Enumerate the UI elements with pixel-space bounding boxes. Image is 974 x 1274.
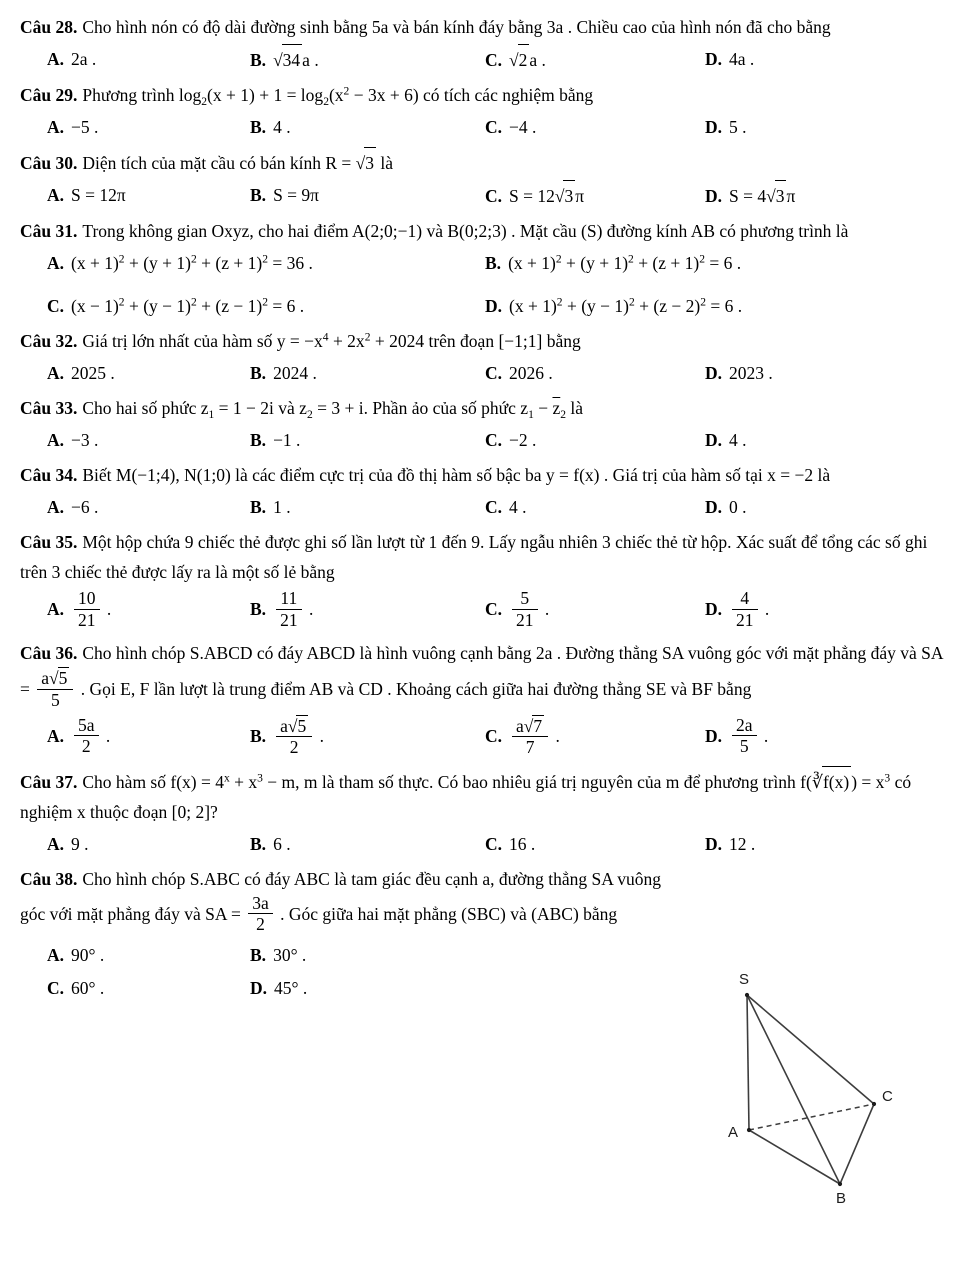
answer-option — [250, 589, 485, 633]
question-block — [20, 460, 956, 522]
answer-text: −6 . — [71, 497, 99, 517]
question-body: Trong không gian Oxyz, cho hai điểm A(2;0;−1) và B(0;2;3) . Mặt cầu (S) đường kính AB có phương trình là — [82, 221, 849, 241]
answer-text: $\frac{a√7}{7}$ . — [509, 726, 560, 746]
edge-SC — [747, 995, 874, 1104]
answer-key: D. — [705, 430, 723, 450]
question-text — [20, 147, 956, 178]
answer-option — [47, 248, 485, 278]
answer-row — [20, 589, 956, 633]
question-text — [20, 80, 956, 110]
question-block — [20, 147, 956, 211]
question-text — [20, 864, 690, 938]
answer-key: A. — [47, 725, 65, 746]
question-block — [20, 527, 956, 633]
answer-text: √2 a . — [509, 50, 546, 70]
answer-key: A. — [47, 253, 65, 273]
answer-option — [47, 44, 250, 75]
answer-text: $\frac{11}{21}$ . — [273, 599, 313, 619]
answer-key: C. — [485, 50, 503, 70]
question-body: Cho hai số phức $z_1 = 1 - 2i$ và $z_2 = 3 + i$. Phần ảo của số phức $z_1 - \overline{z}_2$ là — [82, 398, 584, 422]
question-block — [20, 766, 956, 859]
answer-text: 12 . — [729, 833, 756, 854]
question-text — [20, 216, 956, 246]
answer-option — [705, 716, 956, 761]
answer-option — [705, 492, 956, 522]
answer-option — [485, 716, 705, 761]
answer-text: −1 . — [273, 430, 301, 450]
answer-key: C. — [485, 599, 503, 620]
answer-option — [250, 425, 485, 455]
answer-row — [20, 425, 956, 455]
answer-text: S = 12√3 π — [509, 186, 584, 206]
answer-option — [47, 973, 250, 1003]
answer-option — [705, 44, 956, 75]
answer-option — [705, 112, 956, 142]
answer-text: 2025 . — [71, 363, 115, 383]
answer-key: C. — [485, 117, 503, 137]
question-body: Cho hàm số $f(x) = 4^x + x^3 - m$, m là tham số thực. Có bao nhiêu giá trị nguyên của m để phương trình f(∛f(x) ) = $x^3$ có nghiệm x thuộc đoạn [0; 2]? — [20, 772, 911, 822]
answer-key: D. — [705, 599, 723, 620]
answer-key: C. — [485, 726, 503, 747]
answer-option — [485, 492, 705, 522]
answer-option — [47, 589, 250, 633]
answer-text: $(x + 1)^2 + (y + 1)^2 + (z + 1)^2 = 6$ . — [508, 253, 742, 273]
answer-key: A. — [47, 430, 65, 450]
answer-text: 4a . — [729, 49, 755, 69]
answer-text: √34 a . — [273, 50, 319, 70]
answer-text: $(x + 1)^2 + (y - 1)^2 + (z - 2)^2 = 6$ . — [509, 296, 743, 316]
answer-key: B. — [250, 833, 267, 854]
answer-key: D. — [705, 833, 723, 854]
answer-key: B. — [250, 726, 267, 747]
answer-key: B. — [250, 599, 267, 620]
question-number: Câu 34. — [20, 465, 78, 485]
vertex-B — [838, 1182, 842, 1186]
answer-text: 2a . — [71, 49, 97, 69]
vertex-A — [747, 1128, 751, 1132]
answer-option — [47, 180, 250, 211]
answer-text: $(x + 1)^2 + (y + 1)^2 + (z + 1)^2 = 36$ . — [71, 253, 313, 273]
answer-text: 6 . — [273, 833, 291, 854]
vertex-S — [745, 993, 749, 997]
answer-text: 60° . — [71, 978, 105, 999]
answer-option — [250, 358, 485, 388]
question-body: Giá trị lớn nhất của hàm số $y = -x^4 + 2x^2 + 2024$ trên đoạn [−1;1] bằng — [82, 331, 581, 351]
question-text — [20, 638, 956, 713]
question-text — [20, 326, 956, 356]
answer-key: D. — [705, 363, 723, 383]
answer-text: $\frac{10}{21}$ . — [71, 599, 111, 619]
answer-key: B. — [250, 430, 267, 450]
answer-option — [485, 180, 705, 211]
answer-option — [250, 44, 485, 75]
question-list — [20, 12, 956, 1003]
answer-key: B. — [485, 253, 502, 273]
pyramid-figure — [686, 962, 926, 1222]
answer-key: C. — [485, 833, 503, 854]
answer-key: D. — [705, 725, 723, 746]
question-body: Diện tích của mặt cầu có bán kính R = √3 là — [82, 153, 393, 173]
answer-text: 5 . — [729, 117, 747, 137]
answer-option — [47, 425, 250, 455]
answer-option — [705, 589, 956, 633]
answer-option — [485, 829, 705, 859]
answer-text: 4 . — [509, 497, 527, 517]
answer-text: 0 . — [729, 497, 747, 517]
answer-option — [47, 716, 250, 761]
answer-key: D. — [250, 978, 268, 999]
answer-row — [20, 716, 956, 761]
vertex-label-B: B — [835, 1190, 847, 1207]
answer-key: C. — [485, 363, 503, 383]
question-number: Câu 38. — [20, 868, 78, 889]
answer-option — [47, 358, 250, 388]
answer-text: S = 4√3 π — [729, 186, 795, 206]
answer-key: A. — [47, 497, 65, 517]
question-body: Cho hình chóp S.ABC có đáy ABC là tam giác đều cạnh a, đường thẳng SA vuông góc với mặt phẳng đáy và SA = $\frac{3a}{2}$ . Góc giữa hai mặt phẳng (SBC) và (ABC) bằng — [20, 868, 662, 935]
answer-key: A. — [47, 833, 65, 854]
question-body: Một hộp chứa 9 chiếc thẻ được ghi số lần lượt từ 1 đến 9. Lấy ngẫu nhiên 3 chiếc thẻ từ hộp. Xác suất để tổng các số ghi trên 3 chiếc thẻ được lấy ra là một số lẻ bằng — [20, 532, 928, 582]
answer-key: C. — [485, 186, 503, 206]
answer-row — [20, 44, 956, 75]
question-block — [20, 326, 956, 388]
question-block — [20, 80, 956, 142]
answer-option — [485, 425, 705, 455]
question-text — [20, 12, 956, 42]
answer-row — [20, 248, 956, 321]
answer-key: B. — [250, 945, 267, 966]
answer-option — [250, 180, 485, 211]
answer-key: C. — [47, 978, 65, 999]
question-body: Phương trình $\log_2(x + 1) + 1 = \log_2(x^2 - 3x + 6)$ có tích các nghiệm bằng — [82, 85, 594, 109]
answer-text: S = 9π — [273, 185, 319, 205]
answer-text: $\frac{4}{21}$ . — [729, 599, 769, 619]
answer-text: $\frac{5}{21}$ . — [509, 599, 549, 619]
answer-key: A. — [47, 117, 65, 137]
answer-text: 1 . — [273, 497, 291, 517]
answer-key: B. — [250, 50, 267, 70]
answer-option — [485, 589, 705, 633]
answer-text: $(x - 1)^2 + (y - 1)^2 + (z - 1)^2 = 6$ . — [71, 296, 305, 316]
edge-SA — [747, 995, 749, 1130]
answer-row — [20, 829, 956, 859]
answer-option — [485, 291, 956, 321]
answer-option — [485, 358, 705, 388]
answer-option — [485, 112, 705, 142]
answer-row — [20, 940, 527, 1003]
answer-key: B. — [250, 117, 267, 137]
answer-option — [705, 358, 956, 388]
question-body: Cho hình chóp S.ABCD có đáy ABCD là hình vuông cạnh bằng 2a . Đường thẳng SA vuông góc với mặt phẳng đáy và SA = $\frac{a√5}{5}$ . Gọi E, F lần lượt là trung điểm AB và CD . Khoảng cách giữa hai đường thẳng SE và BF bằng — [20, 643, 943, 710]
answer-key: C. — [485, 430, 503, 450]
answer-text: −4 . — [509, 117, 537, 137]
question-number: Câu 29. — [20, 85, 78, 105]
question-text — [20, 766, 956, 827]
answer-row — [20, 112, 956, 142]
answer-option — [47, 940, 250, 970]
question-text — [20, 393, 956, 423]
answer-option — [705, 829, 956, 859]
answer-option — [250, 492, 485, 522]
answer-option — [47, 291, 485, 321]
answer-option — [705, 425, 956, 455]
answer-text: $\frac{2a}{5}$ . — [729, 726, 768, 746]
vertex-C — [872, 1102, 876, 1106]
answer-option — [250, 973, 480, 1003]
answer-key: C. — [47, 296, 65, 316]
answer-key: D. — [485, 296, 503, 316]
question-body: Cho hình nón có độ dài đường sinh bằng 5a và bán kính đáy bằng 3a . Chiều cao của hình nón đã cho bằng — [82, 17, 831, 37]
answer-text: 4 . — [273, 117, 291, 137]
answer-option — [485, 248, 956, 278]
answer-text: 9 . — [71, 833, 89, 854]
answer-row — [20, 180, 956, 211]
question-number: Câu 30. — [20, 153, 78, 173]
edge-BC — [840, 1104, 874, 1184]
vertex-label-S: S — [738, 971, 750, 988]
question-number: Câu 31. — [20, 221, 78, 241]
answer-text: 2023 . — [729, 363, 773, 383]
answer-text: $\frac{a√5}{2}$ . — [273, 726, 324, 746]
question-text — [20, 460, 956, 490]
answer-option — [485, 44, 705, 75]
answer-option — [250, 112, 485, 142]
answer-key: A. — [47, 49, 65, 69]
answer-text: 90° . — [71, 945, 105, 966]
answer-text: 2026 . — [509, 363, 553, 383]
answer-text: 4 . — [729, 430, 747, 450]
question-block — [20, 12, 956, 75]
answer-option — [47, 112, 250, 142]
answer-text: $\frac{5a}{2}$ . — [71, 726, 110, 746]
answer-text: −3 . — [71, 430, 99, 450]
answer-key: A. — [47, 945, 65, 966]
answer-option — [250, 716, 485, 761]
answer-key: A. — [47, 185, 65, 205]
question-block — [20, 216, 956, 321]
answer-key: B. — [250, 363, 267, 383]
answer-text: 30° . — [273, 945, 307, 966]
answer-key: C. — [485, 497, 503, 517]
answer-text: 2024 . — [273, 363, 317, 383]
answer-option — [705, 180, 956, 211]
question-number: Câu 33. — [20, 398, 78, 418]
answer-text: S = 12π — [71, 185, 126, 205]
answer-text: 16 . — [509, 833, 536, 854]
answer-key: D. — [705, 186, 723, 206]
question-number: Câu 35. — [20, 532, 78, 552]
answer-row — [20, 358, 956, 388]
answer-key: A. — [47, 363, 65, 383]
answer-option — [47, 829, 250, 859]
answer-text: 45° . — [274, 978, 308, 999]
answer-key: D. — [705, 497, 723, 517]
answer-key: D. — [705, 49, 723, 69]
answer-option — [47, 492, 250, 522]
answer-key: A. — [47, 599, 65, 620]
answer-key: B. — [250, 185, 267, 205]
vertex-label-C: C — [882, 1088, 893, 1105]
answer-option — [250, 829, 485, 859]
answer-text: −5 . — [71, 117, 99, 137]
answer-key: D. — [705, 117, 723, 137]
answer-option — [250, 940, 480, 970]
question-number: Câu 28. — [20, 17, 78, 37]
answer-text: −2 . — [509, 430, 537, 450]
question-block — [20, 638, 956, 761]
question-text — [20, 527, 956, 587]
answer-key: B. — [250, 497, 267, 517]
question-number: Câu 36. — [20, 643, 78, 664]
question-number: Câu 37. — [20, 771, 78, 792]
vertex-label-A: A — [727, 1124, 738, 1141]
question-body: Biết M(−1;4), N(1;0) là các điểm cực trị của đồ thị hàm số bậc ba y = f(x) . Giá trị của hàm số tại x = −2 là — [82, 465, 831, 485]
question-block — [20, 393, 956, 455]
question-number: Câu 32. — [20, 331, 78, 351]
answer-row — [20, 492, 956, 522]
